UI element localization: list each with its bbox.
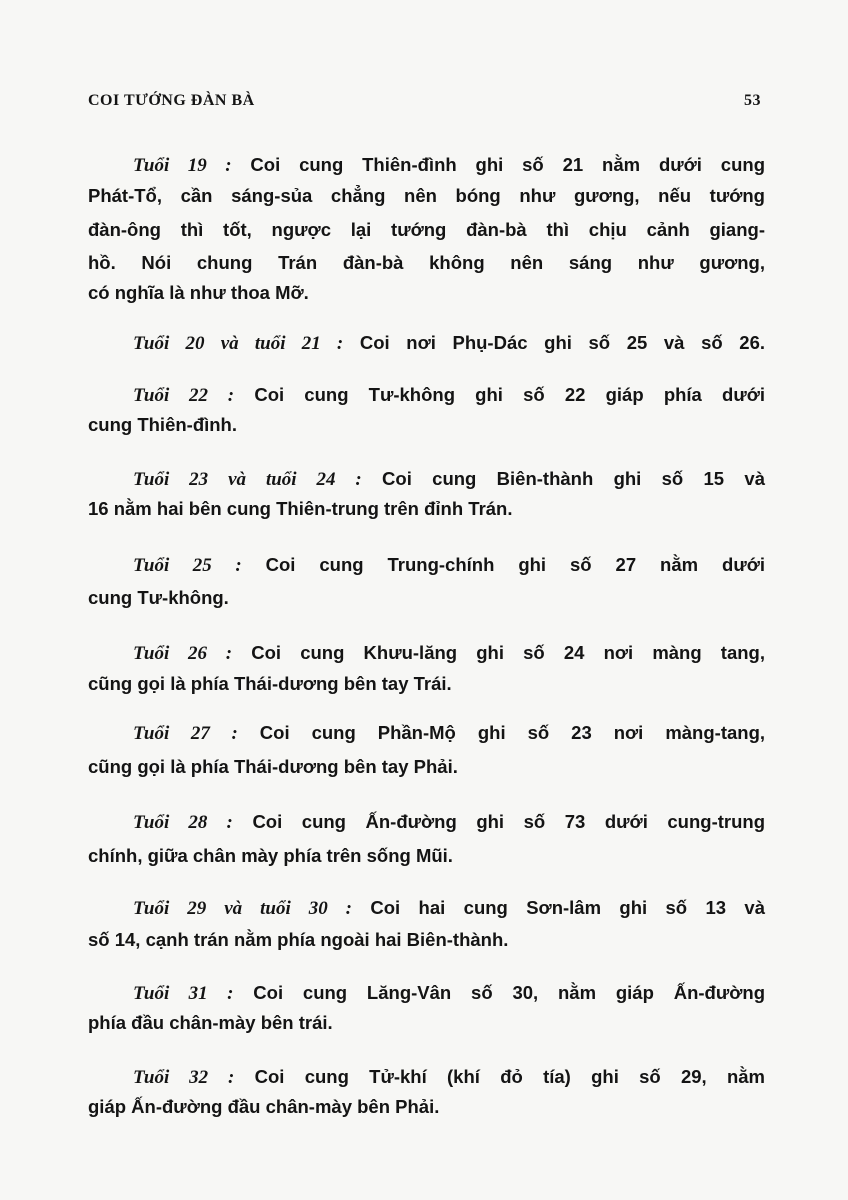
age-label: Tuổi 31 : xyxy=(133,983,234,1004)
paragraph-line: cũng gọi là phía Thái-dương bên tay Phải. xyxy=(88,756,458,777)
page-number: 53 xyxy=(744,92,761,109)
line-text: Coi nơi Phụ-Dác ghi số 25 và số 26. xyxy=(359,332,766,353)
age-label: Tuổi 23 và tuổi 24 : xyxy=(133,469,362,490)
age-label: Tuổi 20 và tuổi 21 : xyxy=(133,333,344,354)
paragraph-line xyxy=(133,468,765,491)
line-text: Coi cung Biên-thành ghi số 15 và xyxy=(382,468,765,489)
paragraph-line xyxy=(133,642,765,665)
paragraph-line xyxy=(133,332,765,355)
line-text: Coi cung Trung-chính ghi số 27 nằm dưới xyxy=(265,554,766,575)
age-label: Tuổi 22 : xyxy=(133,385,235,406)
age-label: Tuổi 26 : xyxy=(133,643,233,664)
paragraph-line: cung Tư-không. xyxy=(88,587,229,608)
paragraph-line: phía đầu chân-mày bên trái. xyxy=(88,1012,333,1033)
paragraph-line xyxy=(133,722,765,745)
paragraph-line xyxy=(133,811,765,834)
paragraph-line: Phát-Tổ, cần sáng-sủa chẳng nên bóng như gương, nếu tướng xyxy=(88,185,765,206)
running-title: COI TƯỚNG ĐÀN BÀ xyxy=(88,92,255,109)
age-label: Tuổi 25 : xyxy=(133,555,242,576)
paragraph-line: giáp Ấn-đường đầu chân-mày bên Phải. xyxy=(88,1096,440,1117)
paragraph-line xyxy=(133,154,765,177)
paragraph-line: chính, giữa chân mày phía trên sống Mũi. xyxy=(88,845,453,866)
paragraph-line: có nghĩa là như thoa Mỡ. xyxy=(88,282,309,303)
paragraph-line xyxy=(133,554,765,577)
paragraph-line: hồ. Nói chung Trán đàn-bà không nên sáng như gương, xyxy=(88,252,765,273)
paragraph-line xyxy=(133,897,765,920)
paragraph-line xyxy=(133,982,765,1005)
age-label: Tuổi 32 : xyxy=(133,1067,235,1088)
age-label: Tuổi 28 : xyxy=(133,812,233,833)
paragraph-line: đàn-ông thì tốt, ngược lại tướng đàn-bà thì chịu cảnh giang- xyxy=(88,219,765,240)
line-text: Coi cung Ấn-đường ghi số 73 dưới cung-trung xyxy=(252,811,765,832)
paragraph-line xyxy=(133,1066,765,1089)
line-text: Coi cung Tư-không ghi số 22 giáp phía dưới xyxy=(254,384,766,405)
line-text: Coi cung Khưu-lăng ghi số 24 nơi màng tang, xyxy=(251,642,765,663)
line-text: Coi cung Lăng-Vân số 30, nằm giáp Ấn-đường xyxy=(253,982,765,1003)
paragraph-line: cũng gọi là phía Thái-dương bên tay Trái. xyxy=(88,673,452,694)
line-text: Coi hai cung Sơn-lâm ghi số 13 và xyxy=(370,897,765,918)
line-text: Coi cung Thiên-đình ghi số 21 nằm dưới cung xyxy=(250,154,765,175)
paragraph-line: 16 nằm hai bên cung Thiên-trung trên đỉnh Trán. xyxy=(88,498,513,519)
line-text: Coi cung Phần-Mộ ghi số 23 nơi màng-tang, xyxy=(259,722,766,743)
age-label: Tuổi 29 và tuổi 30 : xyxy=(133,898,353,919)
age-label: Tuổi 19 : xyxy=(133,155,232,176)
line-text: Coi cung Tử-khí (khí đỏ tía) ghi số 29, nằm xyxy=(254,1066,765,1087)
age-label: Tuổi 27 : xyxy=(133,723,238,744)
paragraph-line: số 14, cạnh trán nằm phía ngoài hai Biên-thành. xyxy=(88,929,509,950)
paragraph-line: cung Thiên-đình. xyxy=(88,414,238,435)
paragraph-line xyxy=(133,384,765,407)
